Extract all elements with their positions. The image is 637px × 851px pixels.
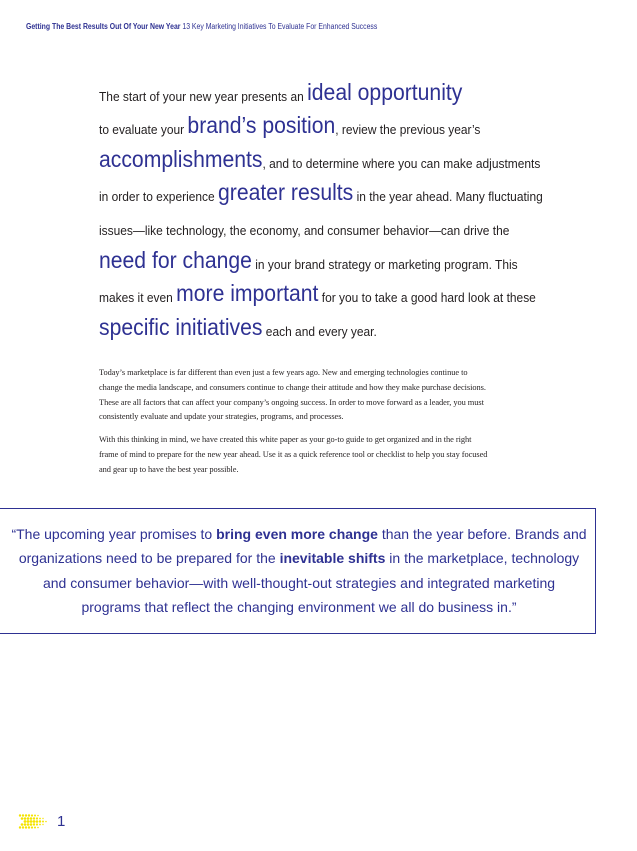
body-line: and gear up to have the best year possible. bbox=[99, 464, 239, 474]
intro-line bbox=[99, 70, 541, 104]
body-line: Today’s marketplace is far different than even just a few years ago. New and emerging technologies continue to bbox=[99, 368, 468, 377]
intro-text: , review the previous year’s bbox=[335, 122, 481, 138]
intro-highlight: brand’s position bbox=[187, 112, 336, 139]
quote-emphasis: inevitable shifts bbox=[279, 550, 386, 567]
pull-quote bbox=[0, 522, 598, 619]
intro-highlight: need for change bbox=[99, 246, 252, 273]
quote-line bbox=[0, 522, 598, 546]
intro-text: in your brand strategy or marketing program. This bbox=[251, 256, 518, 272]
intro-highlight: greater results bbox=[218, 179, 354, 206]
intro-highlight: more important bbox=[176, 280, 319, 307]
header-title: Getting The Best Results Out Of Your New Year bbox=[26, 22, 181, 31]
quote-text: organizations need to be prepared for the bbox=[18, 550, 280, 567]
quote-line bbox=[0, 546, 598, 570]
intro-highlight: specific initiatives bbox=[99, 313, 263, 340]
intro-text: to evaluate your bbox=[99, 122, 188, 138]
halftone-chevron-icon bbox=[18, 814, 54, 835]
quote-text: “The upcoming year promises to bbox=[11, 526, 217, 542]
intro-highlight: accomplishments bbox=[99, 145, 263, 172]
intro-line bbox=[99, 104, 541, 138]
quote-emphasis: bring even more change bbox=[216, 526, 378, 542]
body-line: change the media landscape, and consumers continue to change their attitude and how they make purchase decisions. bbox=[99, 382, 486, 392]
intro-text: makes it even bbox=[99, 290, 177, 306]
intro-text: for you to take a good hard look at these bbox=[318, 290, 536, 306]
quote-line bbox=[0, 571, 598, 595]
quote-text: programs that reflect the changing environment we all do business in.” bbox=[81, 598, 517, 615]
body-paragraph-1 bbox=[99, 366, 554, 425]
quote-text: and consumer behavior—with well-thought-out strategies and integrated marketing bbox=[42, 574, 556, 591]
body-line: With this thinking in mind, we have created this white paper as your go-to guide to get organized and in the right bbox=[99, 435, 472, 444]
intro-text: The start of your new year presents an bbox=[99, 88, 308, 104]
quote-line bbox=[0, 595, 598, 619]
body-paragraph-2 bbox=[99, 433, 554, 477]
intro-line bbox=[99, 171, 541, 205]
header-subtitle: 13 Key Marketing Initiatives To Evaluate For Enhanced Success bbox=[180, 22, 378, 31]
intro-line bbox=[99, 204, 541, 238]
intro-text: each and every year. bbox=[262, 323, 377, 339]
body-line: These are all factors that can affect your company’s ongoing success. In order to move forward as a leader, you must bbox=[99, 397, 484, 407]
intro-text: , and to determine where you can make adjustments bbox=[262, 155, 541, 171]
intro-highlight: ideal opportunity bbox=[307, 78, 463, 105]
quote-text: in the marketplace, technology bbox=[385, 550, 580, 567]
intro-text: in the year ahead. Many fluctuating bbox=[353, 189, 543, 205]
intro-line bbox=[99, 238, 541, 272]
intro-line bbox=[99, 272, 541, 306]
intro-statement bbox=[99, 70, 579, 339]
quote-text: than the year before. Brands and bbox=[377, 526, 587, 542]
page-number: 1 bbox=[57, 813, 66, 830]
running-header bbox=[26, 22, 377, 31]
body-line: frame of mind to prepare for the new year ahead. Use it as a quick reference tool or checklist to help you stay focused bbox=[99, 449, 488, 459]
body-line: consistently evaluate and update your strategies, programs, and processes. bbox=[99, 412, 344, 422]
intro-text: issues—like technology, the economy, and consumer behavior—can drive the bbox=[99, 222, 510, 238]
intro-line bbox=[99, 305, 541, 339]
intro-line bbox=[99, 137, 541, 171]
intro-text: in order to experience bbox=[99, 189, 219, 205]
